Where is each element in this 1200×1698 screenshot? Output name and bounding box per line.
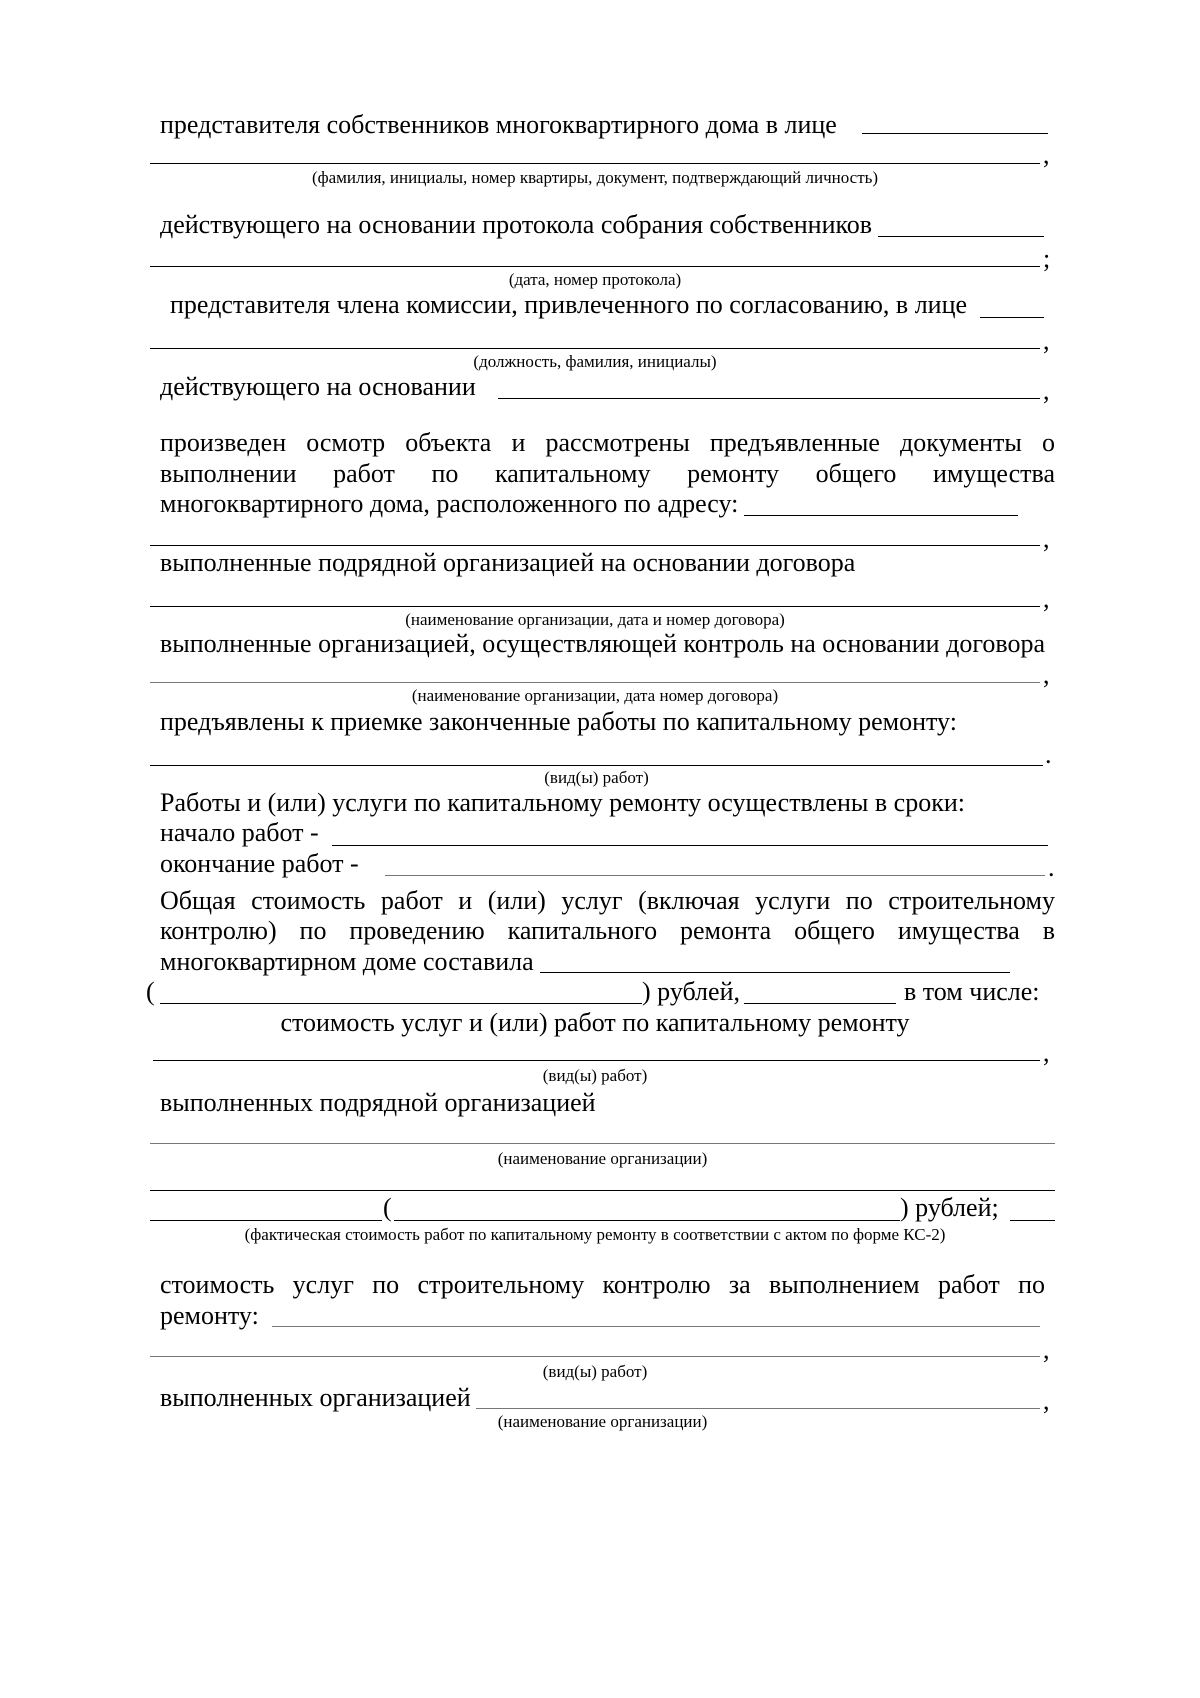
works-caption-2: (вид(ы) работ): [542, 1066, 648, 1085]
protocol-caption: (дата, номер протокола): [508, 270, 682, 289]
protocol-field-1[interactable]: [878, 236, 1044, 237]
address-field-2[interactable]: [150, 545, 1040, 546]
acting-basis-field[interactable]: [498, 398, 1040, 399]
contractor-cost-field[interactable]: [150, 1190, 1055, 1191]
works-caption-3: (вид(ы) работ): [542, 1362, 648, 1381]
start-label: начало работ -: [160, 818, 319, 847]
total-cost-field[interactable]: [540, 972, 1010, 973]
comma: ,: [1043, 326, 1050, 355]
inspection-text-line-2: выполнении работ по капитальному ремонту общего имущества: [160, 459, 1055, 488]
control-contract-label: выполненные организацией, осуществляющей контроль на основании договора: [160, 629, 1045, 658]
works-caption: (вид(ы) работ): [544, 768, 649, 787]
period: .: [1048, 853, 1055, 882]
rubles-semicolon-label: ) рублей;: [900, 1193, 999, 1222]
cost-text-line-1: Общая стоимость работ и (или) услуг (включая услуги по строительному: [160, 886, 1055, 915]
start-date-field[interactable]: [332, 845, 1048, 846]
supervision-text-line-2: ремонту:: [160, 1301, 259, 1330]
control-caption: (наименование организации, дата номер договора): [411, 686, 779, 705]
works-type-field[interactable]: [150, 765, 1043, 766]
services-works-field[interactable]: [153, 1060, 1040, 1061]
services-cost-label: стоимость услуг и (или) работ по капитальному ремонту: [280, 1008, 910, 1037]
terms-label: Работы и (или) услуги по капитальному ремонту осуществлены в сроки:: [160, 788, 965, 817]
comma: ,: [1043, 584, 1050, 613]
contractor-contract-label: выполненные подрядной организацией на основании договора: [160, 548, 856, 577]
control-contract-field[interactable]: [150, 682, 1040, 683]
address-field-1[interactable]: [744, 515, 1018, 516]
rubles-label: ) рублей,: [642, 977, 740, 1006]
commission-rep-field-1[interactable]: [980, 317, 1044, 318]
contractor-cost-prefix-field[interactable]: [150, 1220, 382, 1221]
protocol-field-2[interactable]: [150, 266, 1040, 267]
performed-org-label: выполненных организацией: [160, 1383, 471, 1412]
presented-works-label: предъявлены к приемке законченные работы по капитальному ремонту:: [160, 707, 957, 736]
open-paren: (: [146, 977, 155, 1006]
supervision-field-2[interactable]: [150, 1356, 1040, 1357]
comma: ,: [1043, 524, 1050, 553]
commission-rep-field-2[interactable]: [150, 348, 1040, 349]
contractor-contract-field[interactable]: [150, 606, 1040, 607]
acting-protocol-label: действующего на основании протокола собрания собственников: [160, 210, 873, 239]
including-label: в том числе:: [904, 977, 1040, 1006]
performed-org-field[interactable]: [476, 1408, 1040, 1409]
kopecks-field[interactable]: [744, 1003, 896, 1004]
end-date-field[interactable]: [385, 875, 1045, 876]
owners-rep-label: представителя собственников многоквартирного дома в лице: [160, 110, 837, 139]
total-cost-words-field[interactable]: [160, 1003, 642, 1004]
semicolon: ;: [1043, 244, 1051, 273]
org-caption-2: (наименование организации): [497, 1412, 708, 1431]
commission-caption: (должность, фамилия, инициалы): [473, 352, 717, 371]
owners-rep-name-field[interactable]: [862, 133, 1048, 134]
contractor-name-field[interactable]: [150, 1143, 1055, 1144]
comma: ,: [1043, 1386, 1050, 1415]
commission-rep-label: представителя члена комиссии, привлеченного по согласованию, в лице: [170, 290, 968, 319]
org-caption: (наименование организации): [497, 1149, 708, 1168]
owners-rep-caption: (фамилия, инициалы, номер квартиры, документ, подтверждающий личность): [311, 168, 879, 187]
comma: ,: [1043, 376, 1050, 405]
comma: ,: [1043, 140, 1050, 169]
supervision-field-1[interactable]: [272, 1326, 1040, 1327]
comma: ,: [1043, 1335, 1050, 1364]
contractor-cost-suffix-field[interactable]: [1010, 1220, 1055, 1221]
supervision-text-line-1: стоимость услуг по строительному контролю за выполнением работ по: [160, 1270, 1045, 1299]
performed-contractor-label: выполненных подрядной организацией: [160, 1088, 596, 1117]
comma: ,: [1043, 660, 1050, 689]
inspection-text-line-3: многоквартирного дома, расположенного по адресу:: [160, 489, 739, 518]
end-label: окончание работ -: [160, 849, 359, 878]
owners-rep-details-field[interactable]: [150, 163, 1040, 164]
comma: ,: [1043, 1038, 1050, 1067]
cost-text-line-2: контролю) по проведению капитального ремонта общего имущества в: [160, 916, 1055, 945]
actual-cost-caption: (фактическая стоимость работ по капитальному ремонту в соответствии с актом по форме КС-2): [244, 1225, 946, 1244]
inspection-text-line-1: произведен осмотр объекта и рассмотрены предъявленные документы о: [160, 428, 1055, 457]
contractor-cost-words-field[interactable]: [394, 1220, 900, 1221]
contractor-caption: (наименование организации, дата и номер договора): [405, 610, 785, 629]
period: .: [1045, 740, 1052, 769]
open-paren: (: [383, 1193, 392, 1222]
acting-basis-label: действующего на основании: [160, 372, 476, 401]
cost-text-line-3: многоквартирном доме составила: [160, 947, 534, 976]
